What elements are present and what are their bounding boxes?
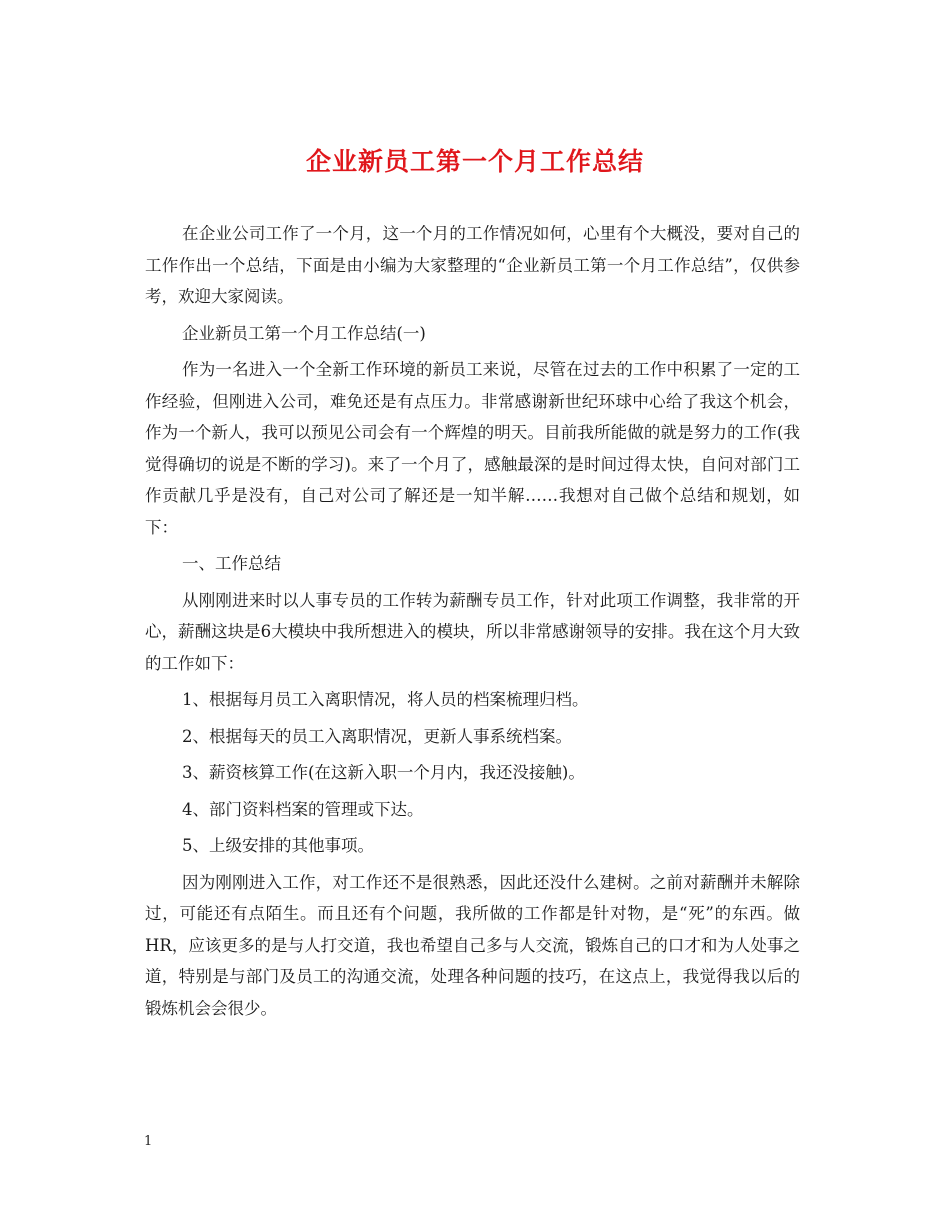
list-item: 5、上级安排的其他事项。 [182, 836, 374, 855]
list-item: 1、根据每月员工入离职情况，将人员的档案梳理归档。 [182, 690, 589, 709]
document-title: 企业新员工第一个月工作总结 [305, 147, 644, 176]
list-item: 3、薪资核算工作(在这新入职一个月内，我还没接触)。 [182, 763, 585, 782]
document-body [145, 218, 800, 1029]
paragraph: 从刚刚进来时以人事专员的工作转为薪酬专员工作，针对此项工作调整，我非常的开心，薪酬这块是6大模块中我所想进入的模块，所以非常感谢领导的安排。我在这个月大致的工作如下： [145, 590, 800, 673]
list-item: 4、部门资料档案的管理或下达。 [182, 799, 424, 819]
section-heading: 一、工作总结 [182, 554, 281, 573]
paragraph: 作为一名进入一个全新工作环境的新员工来说，尽管在过去的工作中积累了一定的工作经验，但刚进入公司，难免还是有点压力。非常感谢新世纪环球中心给了我这个机会，作为一个新人，我可以预见公司会有一个辉煌的明天。目前我所能做的就是努力的工作(我觉得确切的说是不断的学习)。来了一个月了，感触最深的是时间过得太快，自问对部门工作贡献几乎是没有，自己对公司了解还是一知半解……我想对自己做个总结和规划，如下： [145, 360, 800, 537]
paragraph-intro: 在企业公司工作了一个月，这一个月的工作情况如何，心里有个大概没，要对自己的工作作出一个总结，下面是由小编为大家整理的“企业新员工第一个月工作总结”，仅供参考，欢迎大家阅读。 [145, 224, 800, 306]
page-number: 1 [144, 1134, 153, 1149]
paragraph: 因为刚刚进入工作，对工作还不是很熟悉，因此还没什么建树。之前对薪酬并未解除过，可能还有点陌生。而且还有个问题，我所做的工作都是针对物，是“死”的东西。做HR，应该更多的是与人打交道，我也希望自己多与人交流，锻炼自己的口才和为人处事之道，特别是与部门及员工的沟通交流，处理各种问题的技巧，在这点上，我觉得我以后的锻炼机会会很少。 [145, 872, 800, 1018]
list-item: 2、根据每天的员工入离职情况，更新人事系统档案。 [182, 726, 572, 746]
section-heading: 企业新员工第一个月工作总结(一) [182, 323, 426, 343]
